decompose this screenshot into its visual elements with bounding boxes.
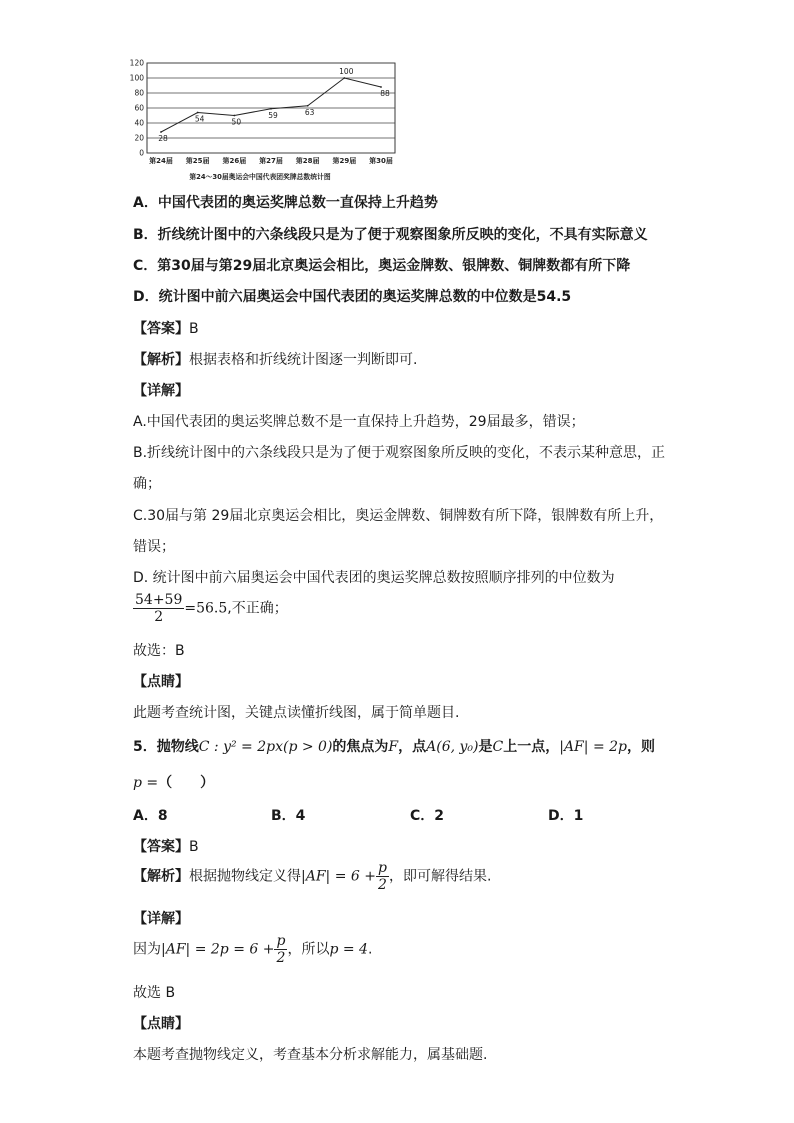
analysis-tag: 【解析】 [133,868,189,885]
y-tick-label: 20 [134,133,144,143]
chart-title: 第24～30届奥运会中国代表团奖牌总数统计图 [189,173,331,181]
q5-detail-tag: 【详解】 [133,911,189,927]
q5-analysis [133,860,491,893]
q4-detail-line-4: C.30届与第 29届北京奥运会相比，奥运金牌数、铜牌数有所下降，银牌数有所上升， [133,508,664,524]
fraction-numerator: 54+59 [135,592,183,608]
median-fraction [133,592,184,625]
series-polyline [161,78,381,132]
q4-option-c: C．第30届与第29届北京奥运会相比，奥运金牌数、银牌数、铜牌数都有所下降 [133,258,631,274]
q5-choose: 故选 B [133,985,176,1001]
data-label: 100 [339,67,354,76]
q4-option-d: D．统计图中前六届奥运会中国代表团的奥运奖牌总数的中位数是54.5 [133,289,572,305]
q5-option-d: D．1 [548,808,584,824]
q4-answer [133,318,199,338]
series-line [158,67,390,143]
q4-comment-tag: 【点睛】 [133,674,189,690]
q5-af-condition: |AF| = 2p [559,739,627,755]
q5-p-equals: p = [133,775,159,791]
fraction-numerator: p [377,860,387,876]
x-tick-label: 第30届 [369,157,393,165]
y-tick-label: 60 [134,103,144,113]
q5-curve-symbol: C [492,739,504,755]
q4-detail-line-1: A.中国代表团的奥运奖牌总数不是一直保持上升趋势，29届最多，错误； [133,414,585,430]
fraction-denominator: 2 [154,609,164,625]
q4-detail-line-2: B.折线统计图中的六条线段只是为了便于观察图象所反映的变化，不表示某种意思，正 [133,445,666,461]
q4-option-a: A．中国代表团的奥运奖牌总数一直保持上升趋势 [133,195,438,211]
analysis-tail: ，即可解得结果. [388,868,492,885]
analysis-text: 根据表格和折线统计图逐一判断即可. [189,352,418,368]
fraction-tail: ,不正确； [227,600,288,617]
q5-detail [133,933,372,966]
data-label: 59 [268,110,278,120]
detail-fraction [274,933,287,966]
q4-detail-line-6: D. 统计图中前六届奥运会中国代表团的奥运奖牌总数按照顺序排列的中位数为 [133,570,615,586]
analysis-equation: |AF| = 6 + [301,868,376,885]
answer-value: B [189,839,199,855]
data-label: 50 [231,117,242,127]
detail-so: ，所以 [287,941,330,958]
y-tick-label: 80 [134,88,144,98]
q5-comment-tag: 【点睛】 [133,1016,189,1032]
fraction-numerator: p [276,933,286,949]
y-tick-label: 100 [129,73,144,83]
x-tick-label: 第29届 [332,157,357,165]
x-tick-label: 第26届 [222,157,247,165]
q5-option-c: C．2 [410,808,445,824]
q5-parabola-equation: C : y² = 2px(p > 0) [198,739,333,755]
fraction-denominator: 2 [276,950,286,966]
answer-value: B [189,321,199,337]
fraction-result: =56.5 [184,600,228,617]
q4-comment: 此题考查统计图，关键点读懂折线图，属于简单题目. [133,705,460,721]
q5-stem-prefix: 5．抛物线 [133,739,199,755]
answer-tag: 【答案】 [133,839,189,855]
q4-analysis [133,349,417,369]
analysis-text: 根据抛物线定义得 [189,868,301,885]
x-tick-label: 第27届 [259,157,283,165]
data-label: 63 [304,107,315,117]
analysis-fraction [376,860,389,893]
q5-blank-paren: （ ） [158,775,215,791]
y-tick-label: 120 [129,58,144,68]
data-point [233,115,235,117]
x-tick-label: 第28届 [295,157,320,165]
data-label: 28 [158,134,168,143]
q4-median-formula [133,592,288,625]
q5-stem-line-2 [133,772,214,792]
q5-stem-then: ，则 [627,739,655,755]
x-axis-ticks [149,156,393,165]
answer-tag: 【答案】 [133,321,189,337]
q5-answer [133,836,199,856]
q5-stem-focus: 的焦点为 [332,739,389,755]
detail-prefix: 因为 [133,941,161,958]
data-point [197,112,199,114]
q5-option-b: B．4 [271,808,306,824]
data-point [343,77,345,79]
y-tick-label: 40 [134,118,144,128]
x-tick-label: 第25届 [185,157,210,165]
medal-line-chart [125,55,410,183]
q5-stem-is: 是 [478,739,493,755]
x-tick-label: 第24届 [149,157,173,165]
analysis-tag: 【解析】 [133,352,189,368]
q4-detail-tag: 【详解】 [133,383,189,399]
q4-detail-line-3: 确； [133,476,161,492]
detail-result: p = 4 [329,941,368,958]
data-point [270,108,272,110]
q5-stem-line-1 [133,736,655,756]
y-axis-ticks [130,59,145,158]
q5-stem-onpoint: 上一点， [503,739,560,755]
q5-option-a: A．8 [133,808,168,824]
fraction-denominator: 2 [378,877,387,893]
q5-comment: 本题考查抛物线定义，考查基本分析求解能力，属基础题. [133,1047,488,1063]
data-label: 54 [194,114,205,124]
q4-choose: 故选：B [133,643,185,659]
data-point [160,131,162,133]
q5-stem-point: ，点 [398,739,427,755]
data-point [307,105,309,107]
data-point [380,86,382,88]
q4-detail-line-5: 错误； [133,539,175,555]
q5-focus-symbol: F [388,739,399,755]
q5-point-a: A(6, y₀) [426,739,479,755]
q4-option-b: B．折线统计图中的六条线段只是为了便于观察图象所反映的变化，不具有实际意义 [133,227,648,243]
detail-end: . [367,941,373,958]
y-tick-label: 0 [139,148,144,158]
detail-equation: |AF| = 2p = 6 + [161,941,275,958]
data-label: 88 [380,89,390,98]
